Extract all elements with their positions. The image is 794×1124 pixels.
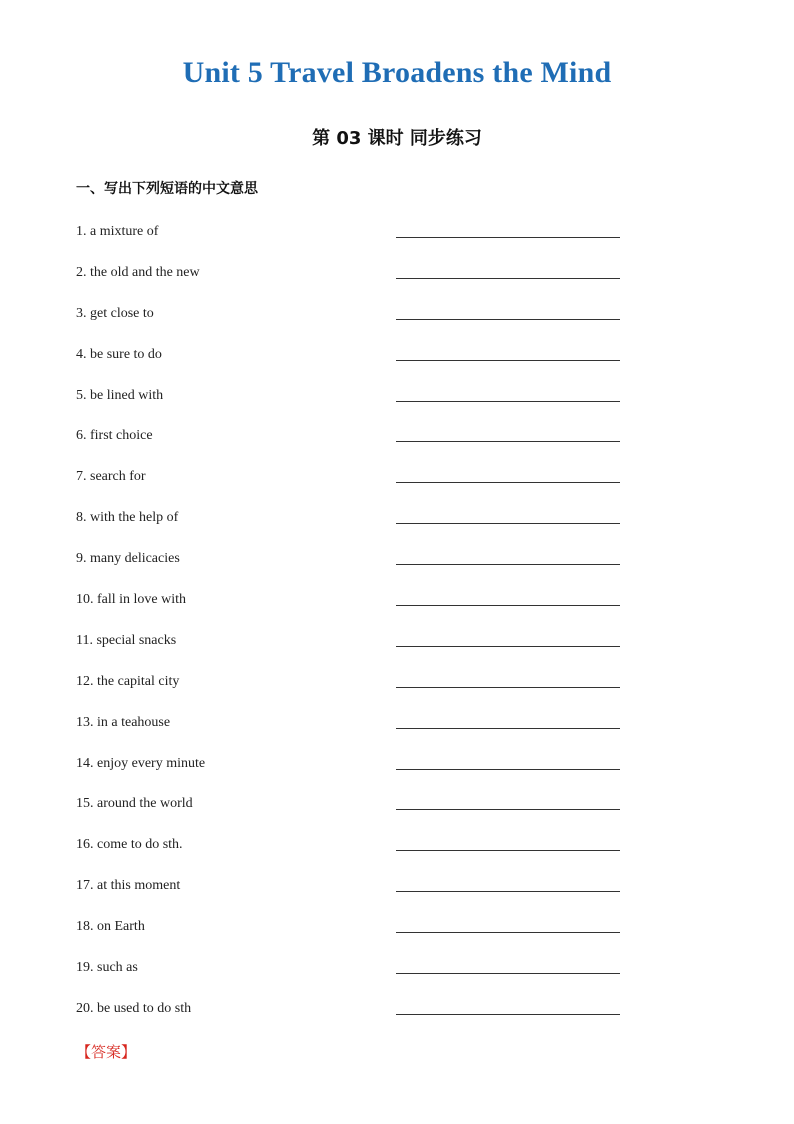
list-item bbox=[0, 504, 794, 545]
phrase-label: 8. with the help of bbox=[76, 510, 179, 526]
list-item bbox=[0, 341, 794, 382]
list-item bbox=[0, 259, 794, 300]
phrase-label: 2. the old and the new bbox=[76, 264, 200, 280]
answer-blank[interactable] bbox=[396, 278, 620, 279]
list-item bbox=[0, 627, 794, 668]
list-item bbox=[0, 300, 794, 341]
answer-blank[interactable] bbox=[396, 809, 620, 810]
list-item bbox=[0, 790, 794, 831]
answer-blank[interactable] bbox=[396, 850, 620, 851]
answer-blank[interactable] bbox=[396, 237, 620, 238]
phrase-label: 6. first choice bbox=[76, 428, 153, 444]
phrase-label: 3. get close to bbox=[76, 305, 154, 321]
answer-tag: 【答案】 bbox=[76, 1043, 137, 1061]
list-item bbox=[0, 872, 794, 913]
section-heading: 一、写出下列短语的中文意思 bbox=[76, 181, 258, 197]
list-item bbox=[0, 463, 794, 504]
answer-blank[interactable] bbox=[396, 523, 620, 524]
phrase-label: 4. be sure to do bbox=[76, 346, 162, 362]
phrase-label: 19. such as bbox=[76, 960, 138, 976]
answer-blank[interactable] bbox=[396, 891, 620, 892]
list-item bbox=[0, 709, 794, 750]
list-item bbox=[0, 422, 794, 463]
phrase-label: 10. fall in love with bbox=[76, 592, 187, 608]
answer-blank[interactable] bbox=[396, 728, 620, 729]
list-item bbox=[0, 218, 794, 259]
phrase-label: 17. at this moment bbox=[76, 878, 181, 894]
phrase-label: 5. be lined with bbox=[76, 387, 164, 403]
answer-blank[interactable] bbox=[396, 973, 620, 974]
answer-blank[interactable] bbox=[396, 932, 620, 933]
answer-blank[interactable] bbox=[396, 319, 620, 320]
phrase-label: 16. come to do sth. bbox=[76, 837, 183, 853]
phrase-label: 9. many delicacies bbox=[76, 551, 180, 567]
list-item bbox=[0, 831, 794, 872]
list-item bbox=[0, 995, 794, 1036]
page-title: Unit 5 Travel Broadens the Mind bbox=[182, 56, 612, 89]
phrase-list bbox=[0, 218, 794, 1036]
phrase-label: 15. around the world bbox=[76, 796, 193, 812]
answer-blank[interactable] bbox=[396, 687, 620, 688]
lesson-subtitle: 第 03 课时 同步练习 bbox=[312, 128, 482, 149]
answer-blank[interactable] bbox=[396, 605, 620, 606]
phrase-label: 11. special snacks bbox=[76, 632, 177, 648]
phrase-label: 14. enjoy every minute bbox=[76, 755, 206, 771]
list-item bbox=[0, 954, 794, 995]
phrase-label: 18. on Earth bbox=[76, 919, 145, 935]
answer-blank[interactable] bbox=[396, 441, 620, 442]
list-item bbox=[0, 913, 794, 954]
list-item bbox=[0, 545, 794, 586]
answer-blank[interactable] bbox=[396, 360, 620, 361]
answer-blank[interactable] bbox=[396, 769, 620, 770]
phrase-label: 1. a mixture of bbox=[76, 224, 159, 239]
list-item bbox=[0, 382, 794, 423]
phrase-label: 12. the capital city bbox=[76, 673, 180, 689]
phrase-label: 20. be used to do sth bbox=[76, 1000, 192, 1016]
list-item bbox=[0, 586, 794, 627]
answer-blank[interactable] bbox=[396, 564, 620, 565]
answer-blank[interactable] bbox=[396, 482, 620, 483]
answer-blank[interactable] bbox=[396, 1014, 620, 1015]
list-item bbox=[0, 668, 794, 709]
phrase-label: 7. search for bbox=[76, 469, 146, 485]
answer-blank[interactable] bbox=[396, 401, 620, 402]
list-item bbox=[0, 750, 794, 791]
phrase-label: 13. in a teahouse bbox=[76, 714, 171, 730]
answer-blank[interactable] bbox=[396, 646, 620, 647]
